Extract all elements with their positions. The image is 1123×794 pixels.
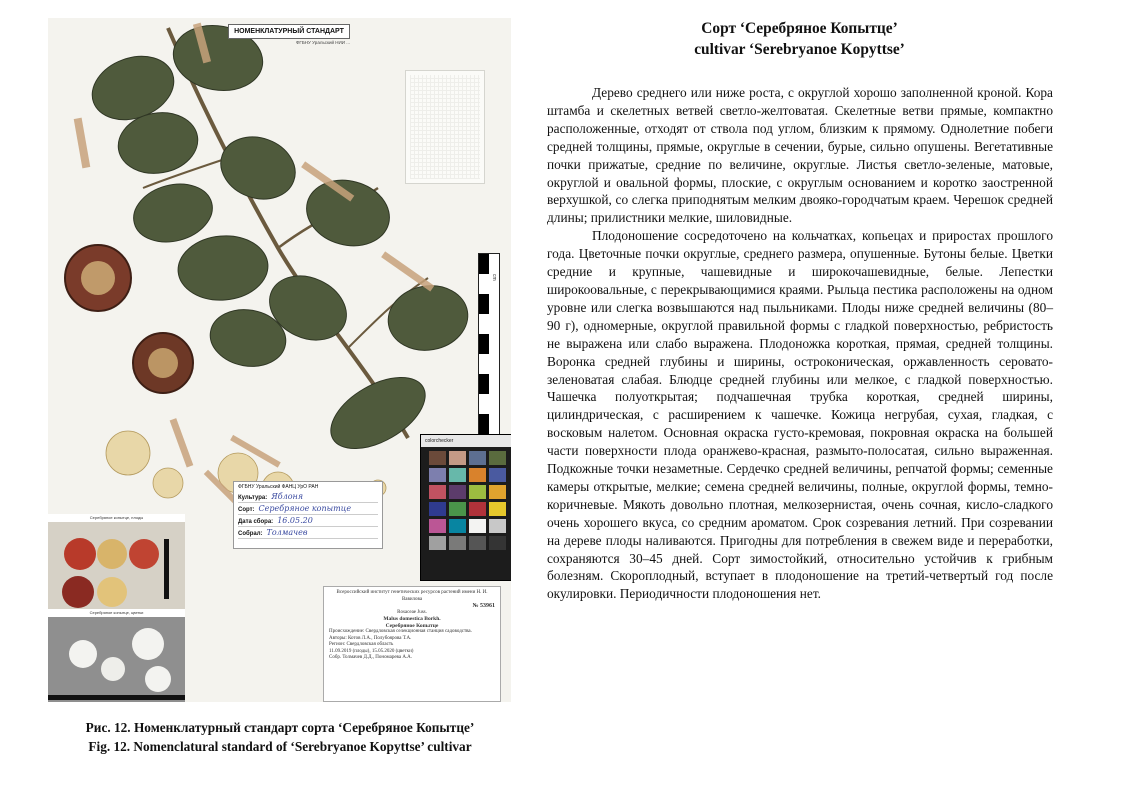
title-en: cultivar ‘Serebryanoe Kopyttse’: [694, 41, 905, 58]
label-culture-value: Яблоня: [271, 492, 304, 501]
color-card-label: colorchecker: [421, 435, 511, 447]
family-name: Rosaceae Juss.: [397, 609, 427, 615]
figure-caption: [40, 718, 520, 756]
caption-ru: Рис. 12. Номенклатурный стандарт сорта ‘Серебряное Копытце’: [85, 720, 475, 735]
herbarium-specimen-image: [48, 18, 511, 702]
caption-en: Fig. 12. Nomenclatural standard of ‘Serebryanoe Kopyttse’ cultivar: [88, 739, 472, 754]
specimen-number: № 53961: [472, 603, 495, 609]
cultivar-name: Серебряное Копытце: [385, 622, 439, 629]
stamp-subtext: ФГБНУ Уральский НИИ ...: [295, 40, 351, 45]
article-body: [547, 84, 1053, 603]
label-collector-key: Собрал:: [238, 531, 263, 537]
fruit-photo: [48, 514, 185, 612]
seed-envelope: [405, 70, 485, 184]
institute-header: Всероссийский институт генетических ресурсов растений имени Н. И. Вавилова: [336, 590, 488, 602]
label-org: ФГБНУ Уральский ФАНЦ УрО РАН: [238, 484, 319, 490]
dates-line: 11.09.2019 (плоды), 15.05.2020 (цветки): [329, 648, 414, 654]
label-date-key: Дата сбора:: [238, 519, 274, 525]
label-date-value: 16.05.20: [277, 516, 313, 525]
flower-photo: [48, 609, 185, 702]
paragraph-fruiting: Плодоношение сосредоточено на кольчатках, копьецах и приростах прошлого года. Цветочные почки округлые, среднего размера, опушенные. Бутоны белые. Цветки средние и крупные, чашевидные и широкочашевидные, белые. Лепестки широкоовальные, с перекрывающимися краями. Рыльца пестика расположены на одном уровне или слегка возвышаются над пыльниками. Плоды ниже средней величины (80–90 г), одномерные, округлой правильной формы с гладкой поверхностью, ребристость не выражена или слабо выражена. Плодоножка короткая, прямая, средней толщины. Воронка средней глубины и ширины, остроконическая, оржавленность серовато-зеленоватая слабая. Блюдце средней глубины или мелкое, с гладкой поверхностью. Чашечка полуоткрытая; подчашечная трубка короткая, средней ширины, цилиндрическая, с расширением к чашечке. Кожица негрубая, сухая, гладкая, с восковым налетом. Основная окраска густо-кремовая, покровная окраска на большей части поверхности плода оранжево-красная, размыто-полосатая, сильно выраженная. Подкожные точки незаметные. Сердечко средней величины, репчатой формы; семенные камеры открытые, мелкие; семена средней величины, полные, округлой формы, темно-коричневые. Мякоть довольно плотная, мелкозернистая, очень сочная, кисло-сладкого очень хорошего вкуса, со средним ароматом. Срок созревания летний. При созревании на дереве плоды наливаются. Пригодны для потребления в свежем виде и переработки, сохраняются 30–45 дней. Сорт зимостойкий, относительно устойчив к грибным болезням. Скороплодный, вступает в плодоношение на третий-четвертый год после окулировки. Периодичности плодоношения нет.: [547, 228, 1053, 602]
label-sort-value: Серебряное копытце: [258, 504, 352, 513]
ruler-label: cm: [491, 274, 497, 281]
institute-label: [323, 586, 501, 702]
color-checker-card: [420, 434, 511, 581]
species-name: Malus domestica Borkh.: [383, 616, 441, 622]
scale-ruler: [478, 253, 500, 455]
region-line: Регион: Свердловская область: [329, 642, 394, 647]
label-sort-key: Сорт:: [238, 507, 255, 513]
article-title: [547, 18, 1052, 60]
label-collector-value: Толмачев: [266, 528, 308, 537]
fruit-photo-caption: Серебряное копытце, плоды: [48, 514, 185, 522]
paragraph-tree: Дерево среднего или ниже роста, с округлой хорошо заполненной кроной. Кора штамба и скелетных ветвей светло-желтоватая. Скелетные ветви прямые, компактно расположенные, отходят от ствола под углом, близким к прямому. Однолетние побеги средней толщины, прямые, округлые в сечении, бурые, сильно опушены. Вегетативные почки прижатые, средние по величине, округлые. Листья светло-зеленые, матовые, округлой и овальной формы, плоские, с округлым основанием и коротко заостренной верхушкой, со слегка приподнятым мелким двояко-городчатым краем. Черешок средней длины; прилистники мелкие, шиловидные.: [547, 85, 1053, 226]
color-swatch-grid: [421, 447, 511, 554]
nomenclature-stamp: НОМЕНКЛАТУРНЫЙ СТАНДАРТ: [228, 24, 350, 39]
label-culture-key: Культура:: [238, 495, 268, 501]
title-ru: Сорт ‘Серебряное Копытце’: [701, 20, 898, 37]
collection-label: [233, 481, 383, 549]
origin-line: Происхождение: Свердловская селекционная станция садоводства.: [329, 629, 472, 634]
collectors-line: Собр. Толмачев Д.Д., Пономарева А.А.: [329, 655, 413, 660]
authors-line: Авторы: Котов Л.А., Полубоярова Т.А.: [329, 635, 412, 641]
flower-photo-caption: Серебряное копытце, цветки: [48, 609, 185, 617]
